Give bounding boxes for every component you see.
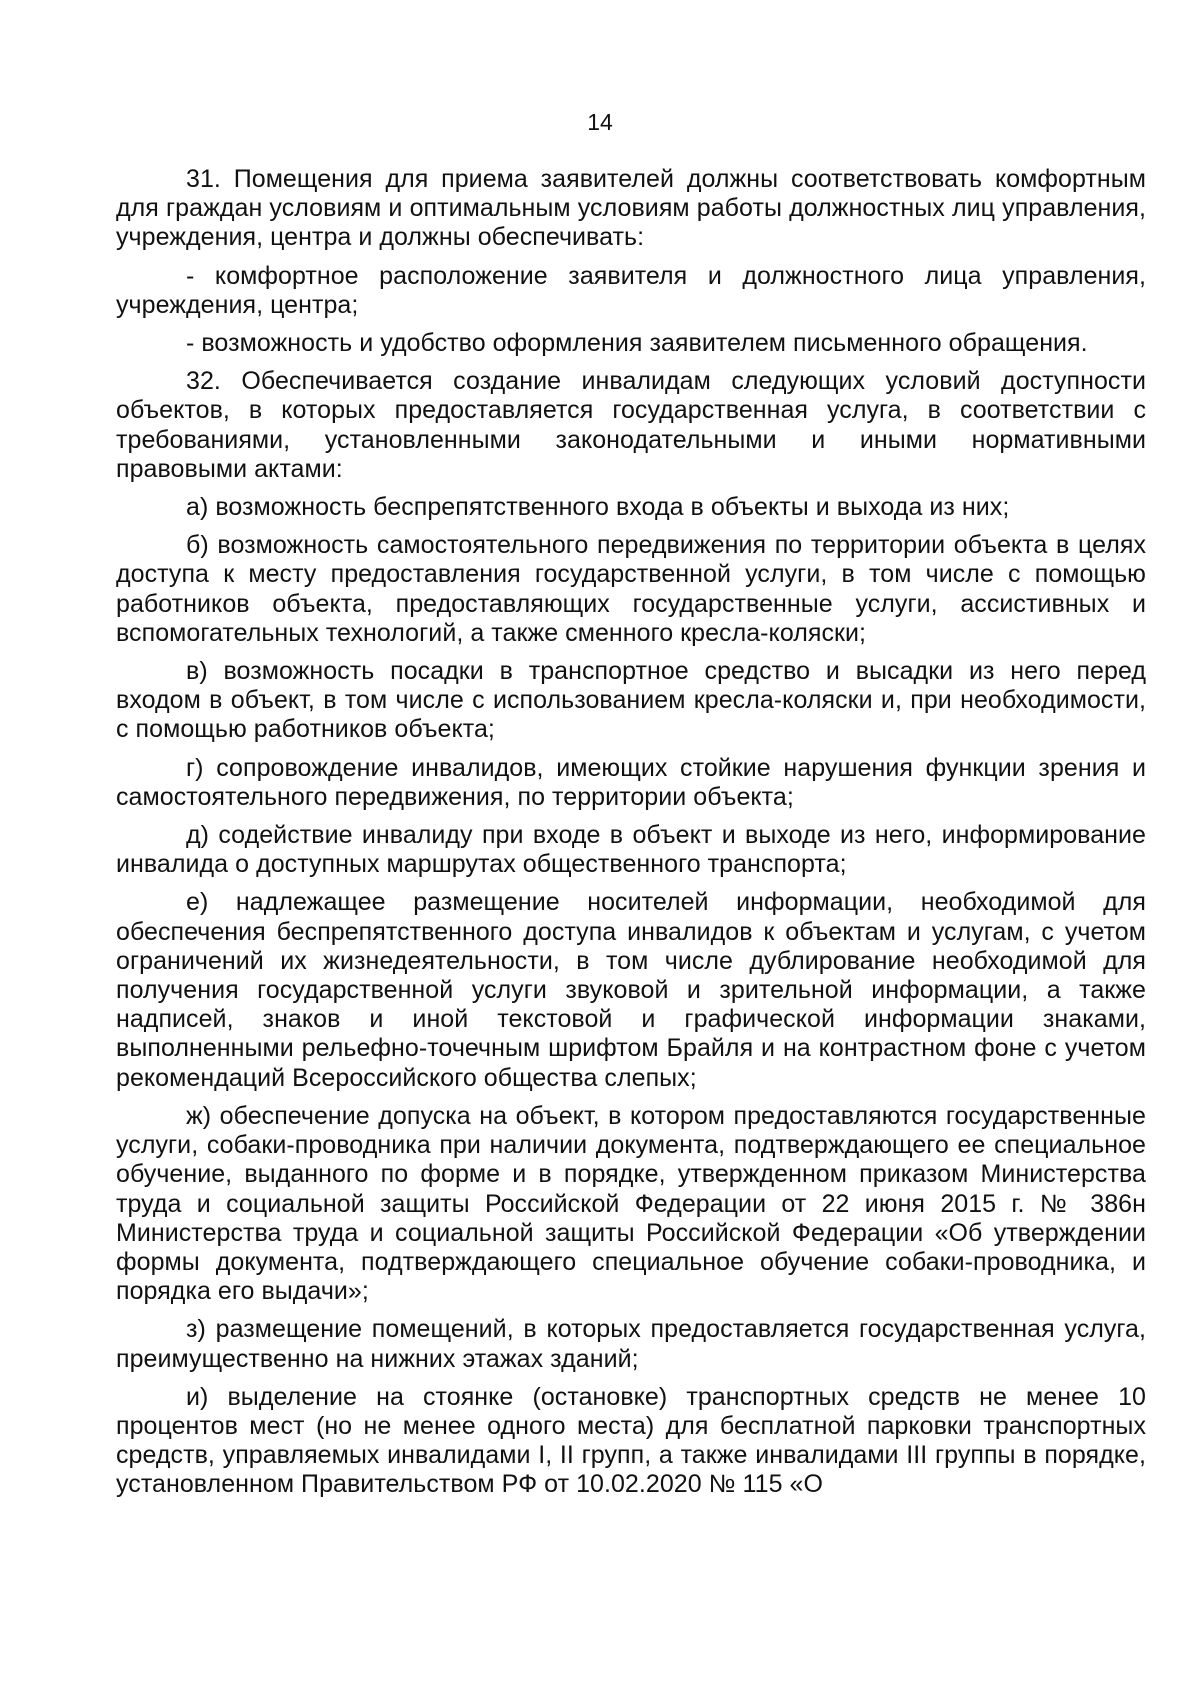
paragraph-item-e: е) надлежащее размещение носителей информации, необходимой для обеспечения беспрепятственного доступа инвалидов к объектам и услугам, с учетом ограничений их жизнедеятельности, в том числе дублирование необходимой для получения государственной услуги звуковой и зрительной информации, а также надписей, знаков и иной текстовой и графической информации знаками, выполненными рельефно-точечным шрифтом Брайля и на контрастном фоне с учетом рекомендаций Всероссийского общества слепых; <box>116 888 1146 1092</box>
paragraph-item-b: б) возможность самостоятельного передвижения по территории объекта в целях доступа к месту предоставления государственной услуги, в том числе с помощью работников объекта, предоставляющих государственные услуги, ассистивных и вспомогательных технологий, а также сменного кресла-коляски; <box>116 531 1146 647</box>
paragraph-dash-comfort: - комфортное расположение заявителя и должностного лица управления, учреждения, центра; <box>116 261 1146 319</box>
page-number: 14 <box>587 109 613 135</box>
paragraph-dash-appeal: - возможность и удобство оформления заявителем письменного обращения. <box>186 329 1088 358</box>
paragraph-item-z: з) размещение помещений, в которых предоставляется государственная услуга, преимущественно на нижних этажах зданий; <box>116 1315 1146 1373</box>
paragraph-32: 32. Обеспечивается создание инвалидам следующих условий доступности объектов, в которых предоставляется государственная услуга, в соответствии с требованиями, установленными законодательными и иными нормативными правовыми актами: <box>116 367 1146 483</box>
paragraph-item-v: в) возможность посадки в транспортное средство и высадки из него перед входом в объект, в том числе с использованием кресла-коляски и, при необходимости, с помощью работников объекта; <box>116 657 1146 744</box>
paragraph-item-d: д) содействие инвалиду при входе в объект и выходе из него, информирование инвалида о доступных маршрутах общественного транспорта; <box>116 821 1146 879</box>
paragraph-31: 31. Помещения для приема заявителей должны соответствовать комфортным для граждан условиям и оптимальным условиям работы должностных лиц управления, учреждения, центра и должны обеспечивать: <box>116 165 1146 252</box>
document-body <box>116 165 1146 1509</box>
paragraph-item-g: г) сопровождение инвалидов, имеющих стойкие нарушения функции зрения и самостоятельного передвижения, по территории объекта; <box>116 753 1146 811</box>
paragraph-item-i: и) выделение на стоянке (остановке) транспортных средств не менее 10 процентов мест (но не менее одного места) для бесплатной парковки транспортных средств, управляемых инвалидами I, II групп, а также инвалидами III группы в порядке, установленном Правительством РФ от 10.02.2020 № 115 «О <box>116 1382 1146 1499</box>
paragraph-item-a: а) возможность беспрепятственного входа в объекты и выхода из них; <box>186 493 1010 522</box>
paragraph-item-zh: ж) обеспечение допуска на объект, в котором предоставляются государственные услуги, собаки-проводника при наличии документа, подтверждающего ее специальное обучение, выданного по форме и в порядке, утвержденном приказом Министерства труда и социальной защиты Российской Федерации от 22 июня 2015 г. № 386н Министерства труда и социальной защиты Российской Федерации «Об утверждении формы документа, подтверждающего специальное обучение собаки-проводника, и порядка его выдачи»; <box>116 1101 1146 1306</box>
